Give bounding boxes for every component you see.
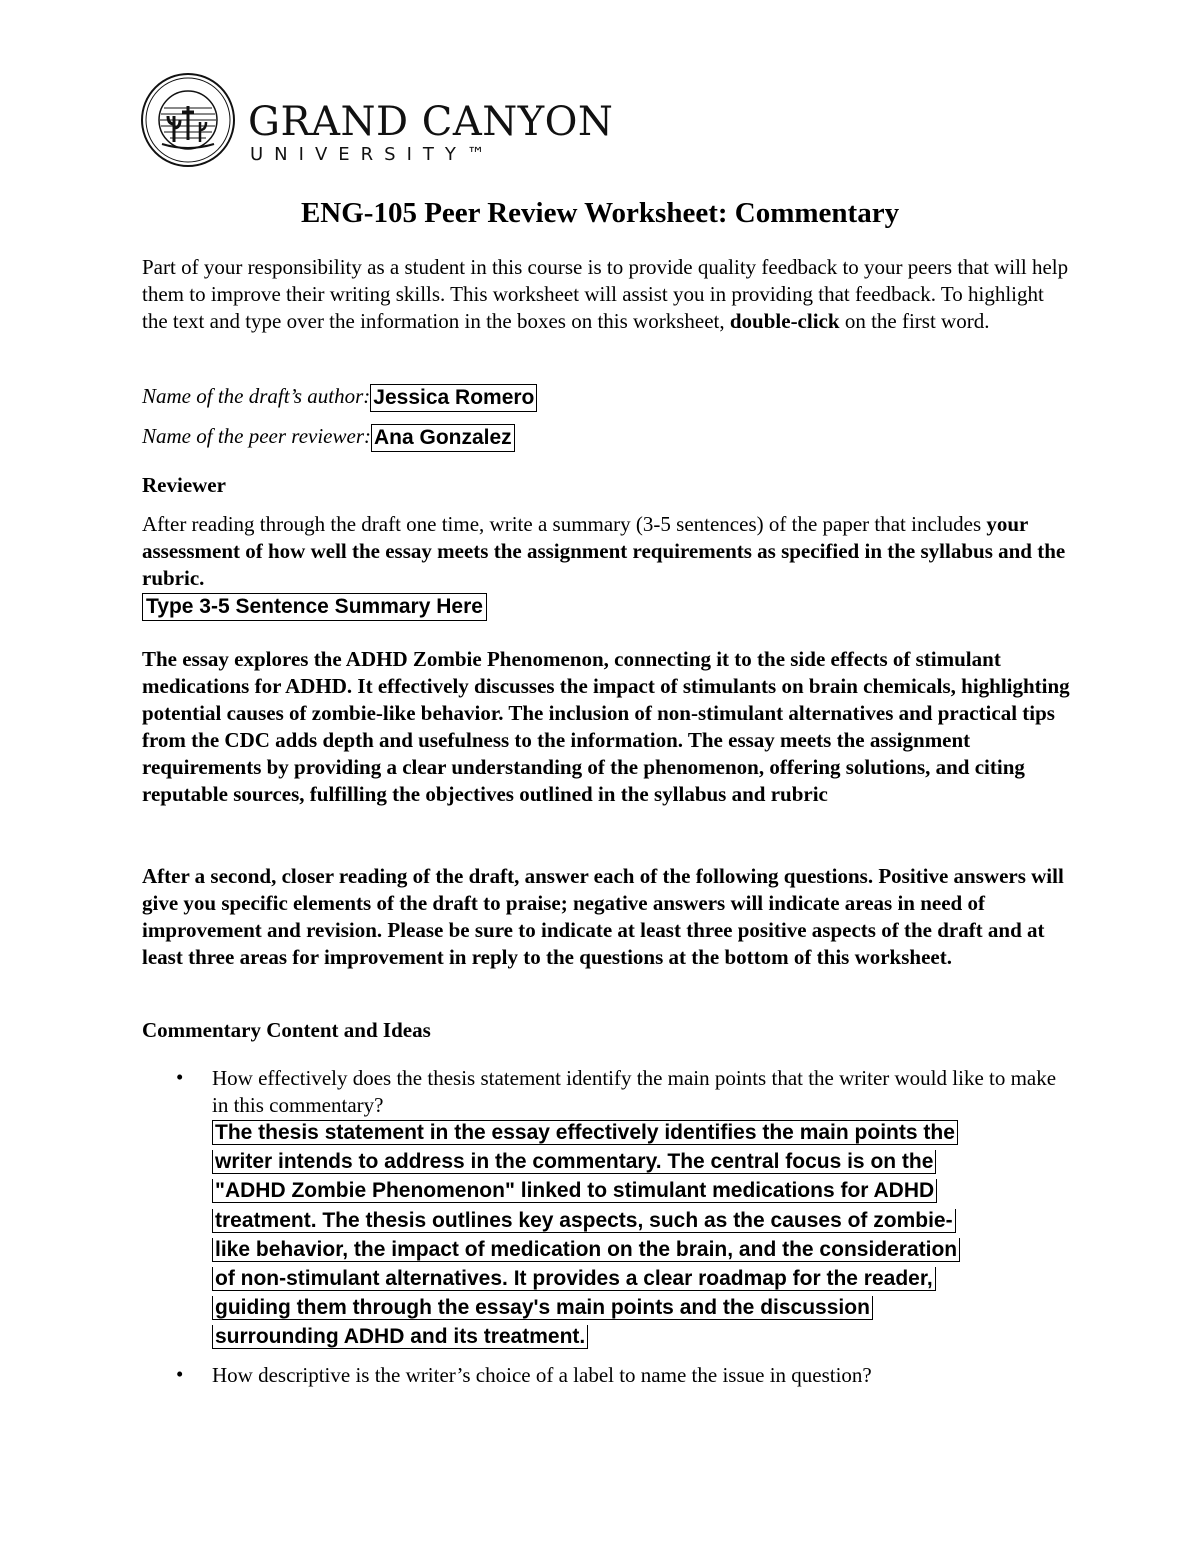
reviewer-instruction-bold: your assessment of how well the essay meets the assignment requirements as specified in the syllabus and the rubric. xyxy=(142,512,1066,590)
answer-line: treatment. The thesis outlines key aspects, such as the causes of zombie- xyxy=(212,1206,1054,1235)
reviewer-label: Name of the peer reviewer: xyxy=(142,424,371,448)
page-title: ENG-105 Peer Review Worksheet: Commentary xyxy=(300,197,900,229)
answer-line: guiding them through the essay's main points and the discussion xyxy=(212,1293,1054,1322)
author-field[interactable]: Jessica Romero xyxy=(370,384,537,412)
bullet-icon: • xyxy=(176,1065,184,1089)
university-seal-icon xyxy=(140,72,236,168)
reviewer-heading: Reviewer xyxy=(142,473,226,497)
intro-text: Part of your responsibility as a student in this course is to provide quality feedback to your peers that will help them to improve their writing skills. This worksheet will assist you in providing that feedback. To highlight the text and type over the information in the boxes on this worksheet, xyxy=(142,255,1069,333)
reviewer-field[interactable]: Ana Gonzalez xyxy=(371,424,515,452)
intro-paragraph xyxy=(142,254,1072,335)
university-name: GRAND CANYON xyxy=(248,99,614,145)
answer-line: writer intends to address in the commentary. The central focus is on the xyxy=(212,1147,1054,1176)
content-heading: Commentary Content and Ideas xyxy=(142,1018,431,1042)
second-reading-instruction: After a second, closer reading of the draft, answer each of the following questions. Positive answers will give you specific elements of the draft to praise; negative answers will indicate areas in need of improvement and revision. Please be sure to indicate at least three positive aspects of the draft and at least three areas for improvement in reply to the questions at the bottom of this worksheet. xyxy=(142,864,1064,969)
answer-line: like behavior, the impact of medication on the brain, and the consideration xyxy=(212,1235,1054,1264)
university-subname: UNIVERSITY™ xyxy=(250,144,496,165)
answer-line: surrounding ADHD and its treatment. xyxy=(212,1322,1054,1351)
intro-emphasis: double-click xyxy=(729,309,840,333)
question-label: How descriptive is the writer’s choice of a label to name the issue in question? xyxy=(212,1363,872,1387)
reviewer-row xyxy=(142,423,515,452)
answer-line: "ADHD Zombie Phenomenon" linked to stimulant medications for ADHD xyxy=(212,1176,1054,1205)
answer-line: of non-stimulant alternatives. It provides a clear roadmap for the reader, xyxy=(212,1264,1054,1293)
question-thesis: How effectively does the thesis statement identify the main points that the writer would like to make in this commentary? xyxy=(212,1066,1057,1117)
answer-thesis[interactable] xyxy=(212,1118,1054,1352)
intro-suffix: on the first word. xyxy=(839,309,990,333)
author-row xyxy=(142,383,537,412)
reviewer-instruction-plain: After reading through the draft one time, write a summary (3-5 sentences) of the paper that includes xyxy=(142,512,987,536)
summary-box-label[interactable]: Type 3-5 Sentence Summary Here xyxy=(142,593,487,621)
bullet-icon: • xyxy=(176,1362,184,1386)
author-label: Name of the draft’s author: xyxy=(142,384,371,408)
summary-text[interactable]: The essay explores the ADHD Zombie Phenomenon, connecting it to the side effects of stimulant medications for ADHD. It effectively discusses the impact of stimulants on brain chemicals, highlighting potential causes of zombie-like behavior. The inclusion of non-stimulant alternatives and practical tips from the CDC adds depth and usefulness to the information. The essay meets the assignment requirements by providing a clear understanding of the phenomenon, offering solutions, and citing reputable sources, fulfilling the objectives outlined in the syllabus and rubric xyxy=(142,647,1070,806)
reviewer-instruction xyxy=(142,511,1072,592)
answer-line: The thesis statement in the essay effectively identifies the main points the xyxy=(212,1118,1054,1147)
